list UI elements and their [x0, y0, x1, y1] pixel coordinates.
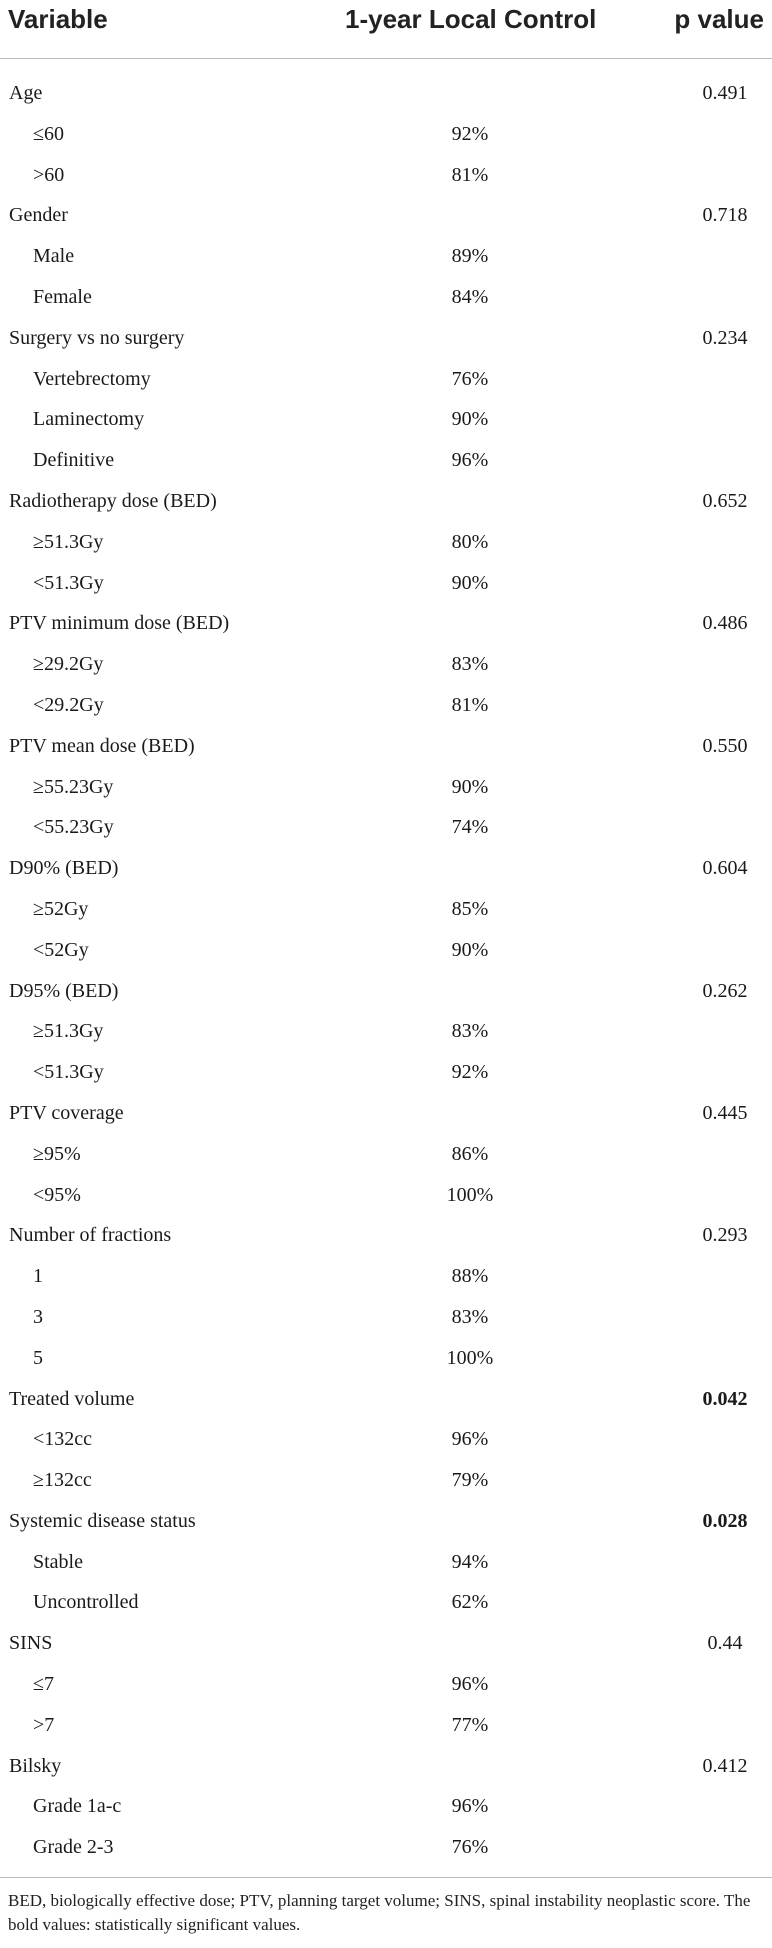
local-control-value: 81%	[451, 693, 489, 716]
table-row	[0, 1623, 772, 1664]
subgroup-label: Grade 2-3	[33, 1836, 114, 1859]
local-control-value: 90%	[451, 775, 489, 798]
table-row	[0, 889, 772, 930]
table-row	[0, 1786, 772, 1827]
local-control-value: 89%	[451, 245, 489, 268]
variable-label: Gender	[9, 204, 68, 227]
local-control-value: 83%	[451, 1305, 489, 1328]
local-control-value: 94%	[451, 1550, 489, 1573]
local-control-value: 86%	[451, 1142, 489, 1165]
local-control-value: 79%	[451, 1469, 489, 1492]
local-control-value: 96%	[451, 1795, 489, 1818]
subgroup-label: >60	[33, 163, 65, 186]
p-value: 0.412	[702, 1754, 748, 1777]
header-variable: Variable	[8, 4, 108, 34]
table-row	[0, 318, 772, 359]
table-row	[0, 522, 772, 563]
table-row	[0, 1582, 772, 1623]
local-control-value: 100%	[446, 1346, 494, 1369]
p-value: 0.042	[702, 1387, 748, 1410]
table-row	[0, 1297, 772, 1338]
table-row	[0, 1542, 772, 1583]
table-row	[0, 359, 772, 400]
local-control-value: 83%	[451, 1020, 489, 1043]
subgroup-label: Grade 1a-c	[33, 1795, 122, 1818]
table-row	[0, 685, 772, 726]
subgroup-label: 1	[33, 1265, 43, 1288]
variable-label: PTV minimum dose (BED)	[9, 612, 230, 635]
table-row	[0, 807, 772, 848]
variable-label: D90% (BED)	[9, 857, 119, 880]
table-row	[0, 236, 772, 277]
table-row	[0, 1746, 772, 1787]
table-row	[0, 1011, 772, 1052]
table-row	[0, 930, 772, 971]
p-value: 0.604	[702, 857, 748, 880]
p-value: 0.262	[702, 979, 748, 1002]
footer-divider	[0, 1877, 772, 1878]
table-row	[0, 73, 772, 114]
local-control-value: 85%	[451, 897, 489, 920]
subgroup-label: <51.3Gy	[33, 1061, 104, 1084]
variable-label: PTV coverage	[9, 1101, 124, 1124]
table-header	[0, 0, 772, 59]
subgroup-label: Uncontrolled	[33, 1591, 139, 1614]
local-control-value: 90%	[451, 408, 489, 431]
subgroup-label: Male	[33, 245, 75, 268]
variable-label: Bilsky	[9, 1754, 62, 1777]
table-row	[0, 1460, 772, 1501]
subgroup-label: ≥51.3Gy	[33, 530, 104, 553]
variable-label: Surgery vs no surgery	[9, 326, 185, 349]
p-value: 0.550	[702, 734, 748, 757]
subgroup-label: >7	[33, 1713, 55, 1736]
local-control-value: 76%	[451, 367, 489, 390]
subgroup-label: Vertebrectomy	[33, 367, 151, 390]
subgroup-label: <29.2Gy	[33, 693, 104, 716]
table-row	[0, 277, 772, 318]
variable-label: SINS	[9, 1632, 53, 1655]
local-control-value: 74%	[451, 816, 489, 839]
table-footnote: BED, biologically effective dose; PTV, planning target volume; SINS, spinal instability neoplastic score. The bold values: statistically significant values.	[8, 1891, 751, 1934]
variable-label: D95% (BED)	[9, 979, 119, 1002]
table-row	[0, 848, 772, 889]
table-row	[0, 1419, 772, 1460]
local-control-value: 81%	[451, 163, 489, 186]
local-control-value: 90%	[451, 571, 489, 594]
p-value: 0.718	[702, 204, 748, 227]
table-row	[0, 971, 772, 1012]
local-control-value: 92%	[451, 1061, 489, 1084]
subgroup-label: ≥51.3Gy	[33, 1020, 104, 1043]
subgroup-label: ≤7	[33, 1673, 54, 1696]
local-control-value: 83%	[451, 653, 489, 676]
table-row	[0, 767, 772, 808]
table-row	[0, 644, 772, 685]
variable-label: Age	[9, 82, 43, 104]
variable-label: PTV mean dose (BED)	[9, 734, 195, 757]
subgroup-label: Definitive	[33, 449, 115, 472]
subgroup-label: Stable	[33, 1550, 83, 1573]
table-row	[0, 1215, 772, 1256]
local-control-value: 76%	[451, 1836, 489, 1859]
subgroup-label: <52Gy	[33, 938, 89, 961]
table-row	[0, 1134, 772, 1175]
variable-label: Number of fractions	[9, 1224, 172, 1247]
subgroup-label: ≤60	[33, 122, 64, 145]
subgroup-label: ≥55.23Gy	[33, 775, 114, 798]
table-row	[0, 1664, 772, 1705]
local-control-value: 77%	[451, 1713, 489, 1736]
subgroup-label: <51.3Gy	[33, 571, 104, 594]
subgroup-label: 5	[33, 1346, 43, 1369]
local-control-value: 96%	[451, 1428, 489, 1451]
p-value: 0.491	[702, 82, 748, 104]
table-row	[0, 114, 772, 155]
local-control-value: 88%	[451, 1265, 489, 1288]
table-row	[0, 195, 772, 236]
p-value: 0.44	[707, 1632, 743, 1655]
table-row	[0, 1175, 772, 1216]
subgroup-label: ≥52Gy	[33, 897, 89, 920]
subgroup-label: 3	[33, 1305, 43, 1328]
subgroup-label: <132cc	[33, 1428, 93, 1451]
local-control-value: 96%	[451, 449, 489, 472]
p-value: 0.028	[702, 1509, 748, 1532]
local-control-value: 96%	[451, 1673, 489, 1696]
header-local-control: 1-year Local Control	[345, 4, 597, 34]
p-value: 0.652	[702, 489, 748, 512]
table-row	[0, 1052, 772, 1093]
variable-label: Radiotherapy dose (BED)	[9, 489, 217, 512]
local-control-value: 84%	[451, 285, 489, 308]
p-value: 0.445	[702, 1101, 748, 1124]
table-row	[0, 726, 772, 767]
local-control-value: 92%	[451, 122, 489, 145]
table-row	[0, 563, 772, 604]
subgroup-label: Female	[33, 285, 92, 308]
table-row	[0, 1827, 772, 1868]
subgroup-label: <55.23Gy	[33, 816, 114, 839]
table-row	[0, 1379, 772, 1420]
table-row	[0, 481, 772, 522]
subgroup-label: Laminectomy	[33, 408, 145, 431]
local-control-value: 80%	[451, 530, 489, 553]
header-p-value: p value	[674, 4, 764, 34]
table-row	[0, 1338, 772, 1379]
subgroup-label: ≥29.2Gy	[33, 653, 104, 676]
table-body	[0, 59, 772, 1868]
variable-label: Treated volume	[9, 1387, 135, 1410]
p-value: 0.486	[702, 612, 748, 635]
subgroup-label: ≥132cc	[33, 1469, 92, 1492]
subgroup-label: <95%	[33, 1183, 81, 1206]
subgroup-label: ≥95%	[33, 1142, 81, 1165]
p-value: 0.293	[702, 1224, 748, 1247]
table-row	[0, 1501, 772, 1542]
local-control-value: 90%	[451, 938, 489, 961]
table-row	[0, 1705, 772, 1746]
table-row	[0, 399, 772, 440]
local-control-value: 100%	[446, 1183, 494, 1206]
p-value: 0.234	[702, 326, 748, 349]
table-row	[0, 440, 772, 481]
table-row	[0, 155, 772, 196]
table-row	[0, 603, 772, 644]
local-control-value: 62%	[451, 1591, 489, 1614]
table-row	[0, 1256, 772, 1297]
variable-label: Systemic disease status	[9, 1509, 196, 1532]
table-row	[0, 1093, 772, 1134]
